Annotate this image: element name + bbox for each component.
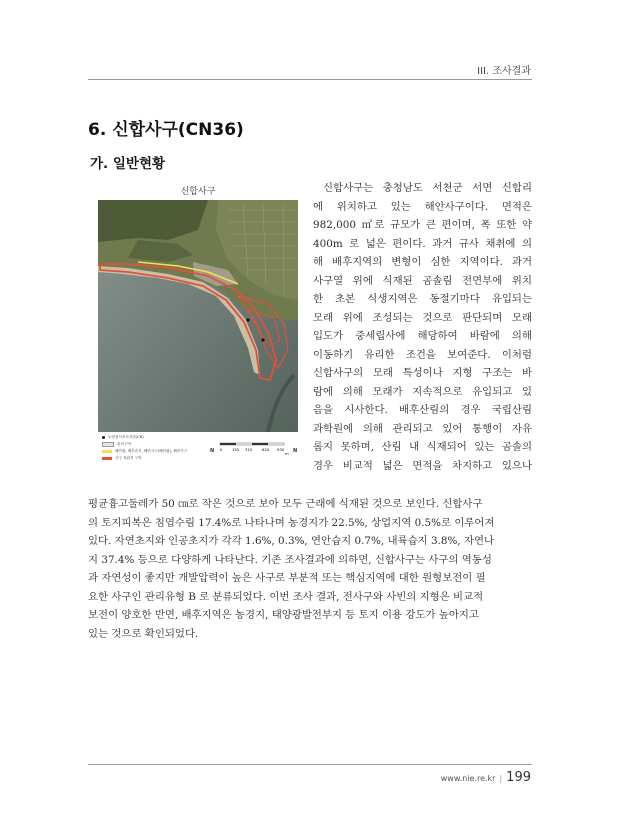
text-line: 지 37.4% 등으로 다양하게 나타난다. 기존 조사결과에 의하면, 신합사구는 사구의 역동성 bbox=[88, 553, 492, 566]
page-footer bbox=[441, 770, 531, 785]
text-line: 사구열 위에 식재된 곰솔림 전면부에 위치 bbox=[313, 274, 532, 287]
scale-tick: 310 bbox=[245, 447, 253, 452]
text-line: 평균흉고둘레가 50 ㎝로 작은 것으로 보아 모두 근래에 식재된 것으로 보인다. 신합사구 bbox=[88, 498, 483, 510]
legend-item: 해안림, 배후습지, 해안사구(해안림), 해안사구 bbox=[102, 449, 187, 454]
text-line: 모래 위에 조성되는 것으로 판단되며 모래 bbox=[313, 311, 532, 324]
text-line: 경우 비교적 넓은 면적을 차지하고 있으나 bbox=[313, 459, 532, 472]
section-title: 6. 신합사구(CN36) bbox=[88, 120, 244, 140]
figure-caption: 신합사구 bbox=[180, 187, 216, 197]
map-legend bbox=[98, 432, 298, 468]
footer-divider bbox=[88, 764, 532, 765]
footer-url[interactable]: www.nie.re.kr bbox=[440, 774, 496, 783]
text-line: 이동하기 유리한 조건을 보여준다. 이처럼 bbox=[313, 348, 532, 361]
scale-unit: m bbox=[285, 451, 289, 456]
footer-separator: | bbox=[499, 774, 503, 783]
page-number: 199 bbox=[506, 770, 531, 785]
text-line: 입도가 중세립사에 해당하여 바람에 의해 bbox=[313, 330, 532, 342]
text-line: 한 초본 식생지역은 동절기마다 유입되는 bbox=[313, 293, 532, 305]
scale-tick: 930 bbox=[277, 447, 285, 452]
satellite-map bbox=[98, 200, 298, 432]
body-text-full-width bbox=[88, 495, 532, 643]
legend-item: 관리구역 bbox=[102, 442, 131, 447]
scale-tick: 0 bbox=[220, 447, 223, 452]
running-head: III. 조사결과 bbox=[477, 66, 531, 77]
text-line: 람에 의해 모래가 지속적으로 유입되고 있 bbox=[313, 385, 532, 398]
text-line: 신합사구는 충청남도 서천군 서면 신합리 bbox=[323, 182, 532, 194]
survey-point bbox=[246, 318, 249, 321]
text-line: 의 토지피복은 침엽수림 17.4%로 나타나며 농경지가 22.5%, 상업지역 0.5%로 이루어져 bbox=[88, 516, 495, 529]
text-line: 신합사구의 모래 특성이나 지형 구조는 바 bbox=[313, 367, 532, 379]
survey-point bbox=[261, 338, 264, 341]
text-line: 음을 시사한다. 배후산림의 경우 국립산림 bbox=[313, 404, 532, 416]
text-line: 과학원에 의해 관리되고 있어 통행이 자유 bbox=[313, 422, 532, 435]
text-line: 있는 것으로 확인되었다. bbox=[88, 627, 199, 640]
text-line: 롭지 못하며, 산림 내 식재되어 있는 곰솔의 bbox=[313, 441, 532, 453]
legend-item: 사구 복원지 구역 bbox=[102, 456, 142, 461]
text-line: 과 자연성이 좋지만 개발압력이 높은 사구로 부분적 또는 핵심지역에 대한 원형보전이 필 bbox=[88, 572, 486, 584]
text-line: 요한 사구인 관리유형 B 로 분류되었다. 이번 조사 결과, 전사구와 사빈의 지형은 비교적 bbox=[88, 590, 484, 603]
scale-tick: 155 bbox=[232, 447, 240, 452]
north-arrow-label-2: N bbox=[293, 448, 298, 454]
text-line: 보전이 양호한 반면, 배후지역은 농경지, 태양광발전부지 등 토지 이용 강도가 높아지고 bbox=[88, 609, 479, 621]
scale-tick: 620 bbox=[262, 447, 270, 452]
header-divider bbox=[88, 79, 532, 80]
text-line: 에 위치하고 있는 해안사구이다. 면적은 bbox=[313, 200, 532, 213]
figure bbox=[98, 184, 298, 468]
text-line: 982,000 ㎡로 규모가 큰 편이며, 폭 또한 약 bbox=[313, 219, 532, 231]
body-text-right-column bbox=[313, 179, 532, 475]
text-line: 있다. 자연초지와 인공초지가 각각 1.6%, 0.3%, 연안습지 0.7%, 내륙습지 3.8%, 자연나 bbox=[88, 535, 495, 547]
subsection-title: 가. 일반현황 bbox=[90, 156, 166, 172]
scale-bar bbox=[218, 440, 288, 456]
text-line: 400m 로 넓은 편이다. 과거 규사 채취에 의 bbox=[313, 237, 532, 250]
text-line: 해 배후지역의 변형이 심한 지역이다. 과거 bbox=[313, 256, 532, 268]
legend-item: 토양침식조사지점(CN) bbox=[102, 435, 144, 440]
north-arrow-label: N bbox=[210, 448, 215, 454]
